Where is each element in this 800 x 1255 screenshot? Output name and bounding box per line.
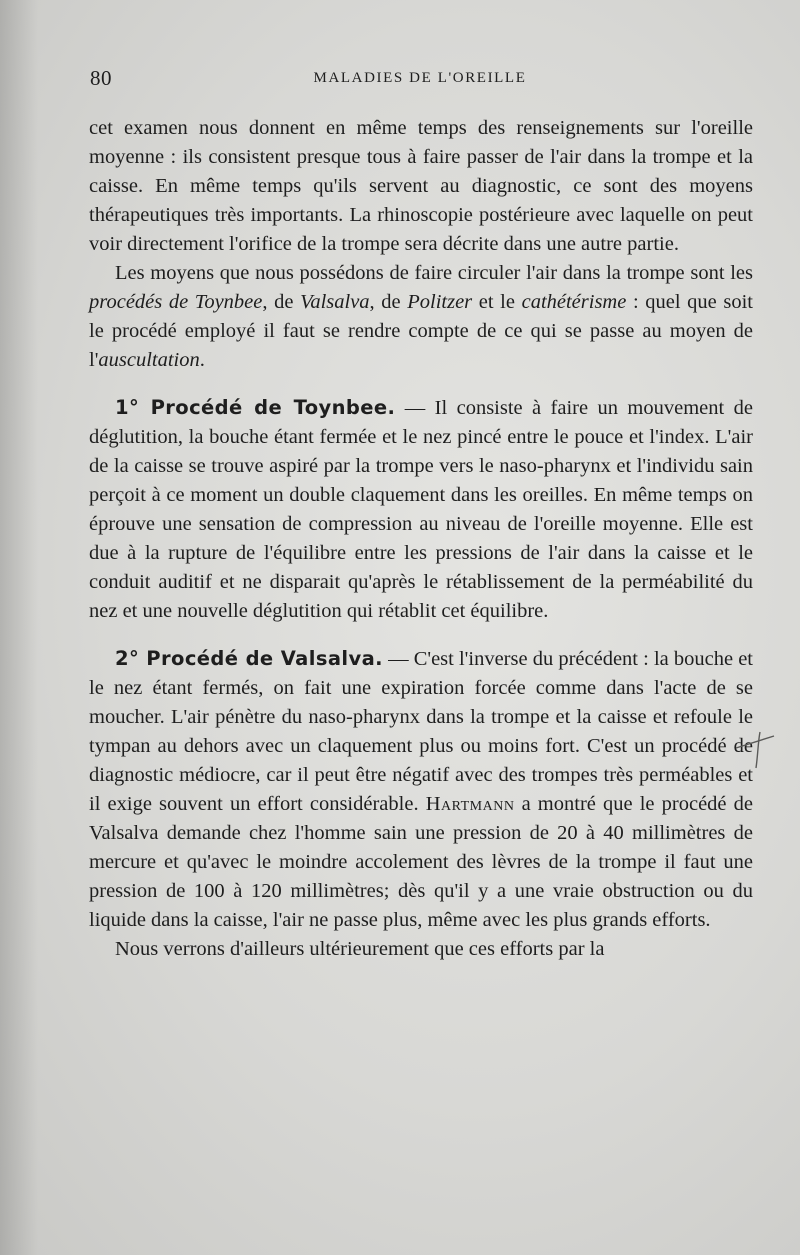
section-text-valsalva: — C'est l'inverse du précédent : la bouche et le nez étant fermés, on fait une expiration forcée comme dans l'acte de se moucher. L'air pénètre du naso-pharynx dans la trompe et la caisse et refoule le tympan au dehors avec un claquement plus ou moins fort. C'est un procédé de diagnostic médiocre, car il peut être négatif avec des trompes très perméables et il exige souvent un effort considérable. bbox=[89, 648, 753, 815]
text-run: Les moyens que nous possédons de faire circuler l'air dans la trompe sont les bbox=[115, 262, 753, 284]
body-text bbox=[89, 114, 753, 964]
section-text-valsalva-cont: a montré que le procédé de Valsalva demande chez l'homme sain une pression de 20 à 40 millimètres de mercure et qu'avec le moindre accolement des lèvres de la trompe il faut une pression de 100 à 120 millimètres; dès qu'il y a une vraie obstruction ou du liquide dans la caisse, l'air ne passe plus, même avec les plus grands efforts. bbox=[89, 793, 753, 931]
paragraph-methods bbox=[89, 259, 753, 375]
text-run: : quel que soit le procédé employé il faut se rendre compte de ce qui se passe au moyen de l' bbox=[89, 291, 753, 371]
page-header bbox=[90, 66, 750, 96]
italic-term: Politzer bbox=[407, 291, 473, 313]
running-title: MALADIES DE L'OREILLE bbox=[313, 70, 527, 86]
pencil-mark-icon bbox=[728, 726, 778, 772]
text-run: . bbox=[199, 349, 205, 371]
spine-shadow bbox=[0, 0, 38, 1255]
italic-term: auscultation bbox=[98, 349, 200, 371]
section-heading-toynbee: 1° Procédé de Toynbee. bbox=[115, 396, 396, 419]
text-run: , de bbox=[369, 291, 408, 313]
page-number: 80 bbox=[90, 66, 112, 90]
italic-term: cathétérisme bbox=[521, 291, 627, 313]
section-valsalva bbox=[89, 644, 753, 935]
paragraph-intro: cet examen nous donnent en même temps des renseignements sur l'oreille moyenne : ils consistent presque tous à faire passer de l'air dans la trompe et la caisse. En même temps qu'ils servent au diagnostic, ce sont des moyens thérapeutiques très importants. La rhinoscopie postérieure avec laquelle on peut voir directement l'orifice de la trompe sera décrite dans une autre partie. bbox=[89, 117, 753, 255]
section-toynbee bbox=[89, 393, 753, 626]
paragraph-continued: Nous verrons d'ailleurs ultérieurement que ces efforts par la bbox=[115, 938, 605, 960]
text-run: , de bbox=[262, 291, 301, 313]
italic-term: procédés de Toynbee bbox=[89, 291, 263, 313]
italic-term: Valsalva bbox=[300, 291, 370, 313]
author-name: Hartmann bbox=[425, 793, 515, 815]
section-text-toynbee: — Il consiste à faire un mouvement de déglutition, la bouche étant fermée et le nez pincé entre le pouce et l'index. L'air de la caisse se trouve aspiré par la trompe vers le naso-pharynx et l'individu sain perçoit à ce moment un double claquement dans les oreilles. En même temps on éprouve une sensation de compression au niveau de l'oreille moyenne. Elle est due à la rupture de l'équilibre entre les pressions de l'air dans la caisse et le conduit auditif et ne disparait qu'après le rétablissement de la perméabilité du nez et une nouvelle déglutition qui rétablit cet équilibre. bbox=[89, 397, 753, 622]
text-run: et le bbox=[472, 291, 522, 313]
section-heading-valsalva: 2° Procédé de Valsalva. bbox=[115, 647, 383, 670]
